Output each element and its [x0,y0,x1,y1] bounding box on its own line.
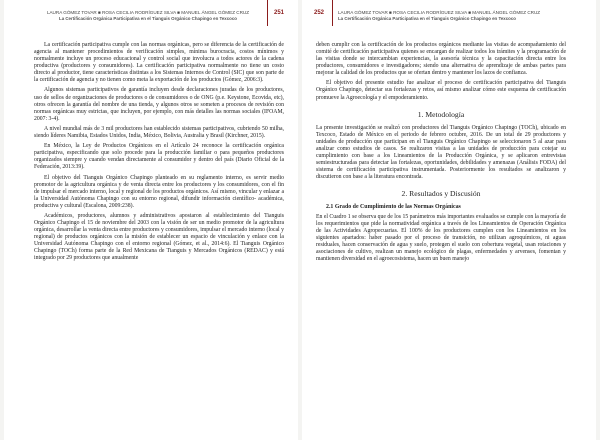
page-number: 251 [273,10,284,16]
paragraph: El objetivo del presente estudio fue analizar el proceso de certificación participativa del Tianguis Orgánico Chapingo, detectar sus fortalezas y retos, así mismo analizar cómo este esquema de certificación promueve la Agroecología y el empoderamiento. [316,80,566,101]
paragraph: A nivel mundial más de 3 mil productores han establecido sistemas participativos, cubriendo 50 milha, siendo líderes Namibia, Estados Unidos, India, México, Bolivia, Australia y Brasil (Kirchner, 2015). [34,125,284,139]
header-title: La Certificación Orgánica Participativa en el Tianguis Orgánico Chapingo en Texcoco [338,16,516,21]
header-rule [267,0,268,26]
running-header [338,10,580,24]
header-title: La Certificación Orgánica Participativa en el Tianguis Orgánico Chapingo en Texcoco [59,16,237,21]
section-heading: 1. Metodología [417,109,465,119]
page-number: 252 [314,10,325,16]
paragraph: Algunos sistemas participativos de garantía incluyen desde declaraciones juradas de los productores, uso de sellos de organizaciones de productores o de consumidores o de ONG (p.e. Keystone, Ecovida, etc), otros ofrecen la garantía del nombre de una tienda, y algunos otros se someten a procesos de revisión con normas orgánicas muy estrictas, que incluyen, por ejemplo, con más detalles las normas sociales (IFOAM, 2007: 3-4). [34,87,284,122]
paragraph: Académicos, productores, alumnos y administrativos apostaron al establecimiento del Tianguis Orgánico Chapingo el 15 de noviembre del 2003 con la visión de ser un medio promotor de la agricultura orgánica, desarrollar la venta directa entre productores y consumidores, impulsar el mercado interno (local y regional) de productos orgánicos con la misión de establecer un espacio de vinculación y enlace con la Universidad Autónoma Chapingo con el entorno regional (Gómez, et al., 2014:6). El Tianguis Orgánico Chapingo (TOCh) forma parte de la Red Mexicana de Tianguis y Mercados Orgánicos (REDAC) y está integrado por 29 productores que anualmente [34,212,284,262]
header-authors: LAURA GÓMEZ TOVAR ■ ROSA CECILIA RODRÍGUEZ SILVA ■ MANUEL ÁNGEL GÓMEZ CRUZ [46,10,250,15]
paragraph: La presente investigación se realizó con productores del Tianguis Orgánico Chapingo (TOCh), ubicado en Texcoco, Estado de México en el periodo de febrero octubre, 2016. De un total de 29 productores y unidades de producción que participan en el Tianguis Orgánico Chapingo se seleccionaron 5 al azar para analizar como estudios de casos. Se realizaron visitas a las unidades de producción para cotejar su cumplimiento con base a los Lineamientos de la Producción Orgánica, y se aplicaron entrevistas semiestructuradas para detectar las fortalezas, oportunidades, debilidades y amenazas (Análisis FODA) del sistema de certificación participativa instrumentada. Posteriormente los resultados se analizaron y discutieron con base a la literatura encontrada. [316,124,566,180]
body-text [316,42,566,434]
paragraph: El objetivo del Tianguis Orgánico Chapingo planteado en su reglamento interno, es servir medio promotor de la agricultura orgánica y de venta directa entre los productores y los consumidores, con el fin de impulsar el mercado interno, local y regional de los productos orgánicos. Así mismo, vincular y enlazar a la Universidad Autónoma Chapingo con su entorno regional, difundir información científico- académica, productiva y cultural (Escalona, 2009:238). [34,174,284,209]
left-page [4,0,298,440]
paragraph: La certificación participativa cumple con las normas orgánicas, pero se diferencia de la certificación de agencia al mantener procedimientos de verificación simples, mínima burocracia, costos mínimos y normalmente incluye un proceso educacional y control social que involucra a todos actores de la cadena productiva (productores y consumidores). La certificación participativa normalmente no tiene un costo directo al productor, tiene características distintas a los Sistemas Internos de Control (SIC) que son parte de la certificación de agencia y no tienen como meta la exportación de los productos (Gómez, 2006:3). [34,42,284,84]
subsection-heading: 2.1 Grado de Cumplimiento de las Normas Orgánicas [326,203,461,210]
paragraph: deben cumplir con la certificación de los productos orgánicos mediante las visitas de acompañamiento del comité de certificación participativa quienes se encargan de realizar todos los trámites y la programación de las visitas donde se intercambian experiencias, la asesoría técnica y la capacitación directa entre los productores, consumidores e investigadores; siendo una alternativa de aprendizaje de ambas partes para mejorar la calidad de los productos que se ofertan dentro y mantener los lazos de confianza. [316,42,566,77]
paragraph: En el Cuadro 1 se observa que de los 15 parámetros más importantes evaluados se cumple con la mayoría de los requerimientos que pide la normatividad orgánica a través de los Lineamientos de Operación Orgánica de las Actividades Agropecuarias. El 100% de los productores cumplen con los Lineamientos en los siguientes apartados: haber pasado por el proceso de transición, no utilizan agroquímicos, ni aguas residuales, hacen conservación de agua y suelo, protegen el suelo con cobertura vegetal, usan rotaciones y asociaciones de cultivo, realizan un manejo ecológico de plagas, enfermedades y arvenses, fomentan y mantienen diversidad en el agroecosistema, hacen un buen manejo [316,214,566,263]
header-rule [332,0,333,26]
header-authors: LAURA GÓMEZ TOVAR ■ ROSA CECILIA RODRÍGUEZ SILVA ■ MANUEL ÁNGEL GÓMEZ CRUZ [338,10,541,15]
running-header [34,10,262,24]
right-page [302,0,596,440]
paragraph: En México, la Ley de Productos Orgánicos en el Artículo 24 reconoce la certificación orgánica participativa, especificando que solo procede para la producción familiar o para pequeños productores organizados siempre y cuando vendan directamente al consumidor y dentro del país (Diario Oficial de la Federación, 2013:39). [34,143,284,171]
body-text [34,42,284,434]
section-heading: 2. Resultados y Discusión [401,188,481,198]
